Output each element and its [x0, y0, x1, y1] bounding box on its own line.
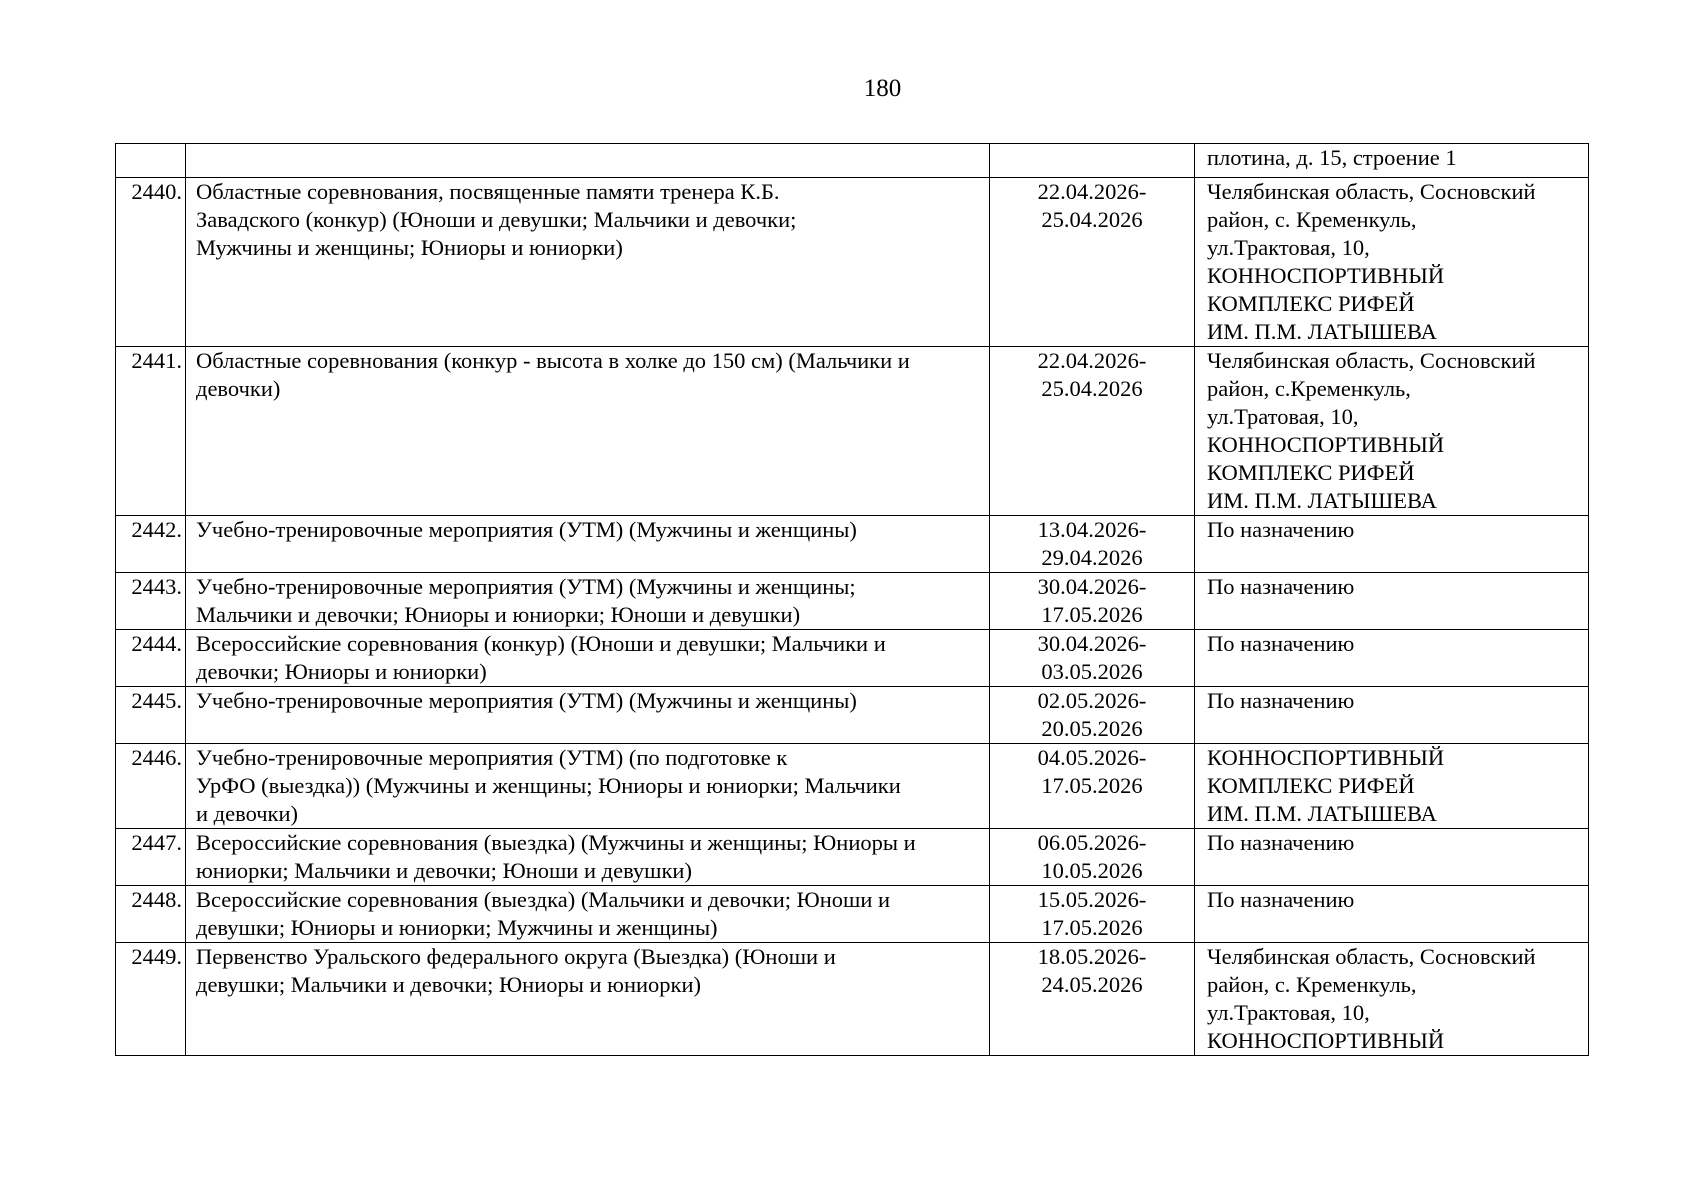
event-place-line: По назначению: [1207, 517, 1355, 542]
event-place-line: По назначению: [1207, 887, 1355, 912]
event-name: [186, 744, 990, 829]
event-name-line: девочки): [196, 376, 281, 401]
event-place: [1195, 516, 1589, 573]
event-name: [186, 886, 990, 943]
event-name-line: девушки; Мальчики и девочки; Юниоры и юниорки): [196, 972, 702, 997]
event-dates: [990, 943, 1195, 1056]
event-place-line: КОМПЛЕКС РИФЕЙ: [1207, 773, 1415, 798]
table-row: [116, 573, 1589, 630]
event-name: [186, 178, 990, 347]
event-name-line: Мужчины и женщины; Юниоры и юниорки): [196, 235, 623, 260]
row-number: 2446.: [116, 744, 186, 829]
event-place-line: Челябинская область, Сосновский: [1207, 179, 1536, 204]
event-name: [186, 144, 990, 178]
event-dates: [990, 886, 1195, 943]
event-name-line: Завадского (конкур) (Юноши и девушки; Мальчики и девочки;: [196, 207, 797, 232]
event-place-line: КОМПЛЕКС РИФЕЙ: [1207, 291, 1415, 316]
event-place-line: КОННОСПОРТИВНЫЙ: [1207, 745, 1445, 770]
row-number: 2441.: [116, 347, 186, 516]
event-date-line: 04.05.2026-: [1037, 745, 1147, 770]
event-date-line: 24.05.2026: [1041, 972, 1143, 997]
event-dates: [990, 744, 1195, 829]
event-place: [1195, 886, 1589, 943]
event-place: [1195, 178, 1589, 347]
event-place-line: КОННОСПОРТИВНЫЙ: [1207, 1028, 1445, 1053]
row-number: 2442.: [116, 516, 186, 573]
event-dates: [990, 573, 1195, 630]
event-name-line: Всероссийские соревнования (выездка) (Мальчики и девочки; Юноши и: [196, 887, 891, 912]
row-number: 2440.: [116, 178, 186, 347]
event-name: [186, 943, 990, 1056]
event-place: [1195, 943, 1589, 1056]
event-name-line: девушки; Юниоры и юниорки; Мужчины и женщины): [196, 915, 718, 940]
event-name-line: Учебно-тренировочные мероприятия (УТМ) (Мужчины и женщины): [196, 517, 857, 542]
event-place-line: КОННОСПОРТИВНЫЙ: [1207, 263, 1445, 288]
event-dates: [990, 687, 1195, 744]
event-dates: [990, 829, 1195, 886]
event-place-line: плотина, д. 15, строение 1: [1207, 145, 1457, 170]
event-name-line: УрФО (выездка)) (Мужчины и женщины; Юниоры и юниорки; Мальчики: [196, 773, 901, 798]
event-date-line: 17.05.2026: [1041, 602, 1143, 627]
event-name-line: юниорки; Мальчики и девочки; Юноши и девушки): [196, 858, 692, 883]
event-date-line: 30.04.2026-: [1037, 574, 1147, 599]
event-name: [186, 829, 990, 886]
event-place-line: ул.Тратовая, 10,: [1207, 404, 1359, 429]
event-place-line: ИМ. П.М. ЛАТЫШЕВА: [1207, 801, 1437, 826]
event-dates: [990, 516, 1195, 573]
event-place-line: По назначению: [1207, 688, 1355, 713]
event-place: [1195, 144, 1589, 178]
table-row: [116, 829, 1589, 886]
event-place: [1195, 687, 1589, 744]
event-name: [186, 630, 990, 687]
event-date-line: 22.04.2026-: [1037, 179, 1147, 204]
event-place: [1195, 829, 1589, 886]
event-name-line: Всероссийские соревнования (конкур) (Юноши и девушки; Мальчики и: [196, 631, 886, 656]
event-name-line: Мальчики и девочки; Юниоры и юниорки; Юноши и девушки): [196, 602, 801, 627]
event-place-line: КОМПЛЕКС РИФЕЙ: [1207, 460, 1415, 485]
table-row: [116, 144, 1589, 178]
event-place: [1195, 744, 1589, 829]
event-name: [186, 687, 990, 744]
event-place-line: По назначению: [1207, 830, 1355, 855]
row-number: 2443.: [116, 573, 186, 630]
row-number: 2448.: [116, 886, 186, 943]
event-date-line: 06.05.2026-: [1037, 830, 1147, 855]
event-date-line: 10.05.2026: [1041, 858, 1143, 883]
event-date-line: 29.04.2026: [1041, 545, 1143, 570]
table-row: [116, 886, 1589, 943]
table-row: [116, 687, 1589, 744]
event-place-line: ИМ. П.М. ЛАТЫШЕВА: [1207, 319, 1437, 344]
table-row: [116, 178, 1589, 347]
event-place-line: ул.Трактовая, 10,: [1207, 235, 1370, 260]
row-number: 2447.: [116, 829, 186, 886]
page-number: 180: [863, 75, 902, 102]
event-date-line: 17.05.2026: [1041, 773, 1143, 798]
event-date-line: 03.05.2026: [1041, 659, 1143, 684]
event-name-line: и девочки): [196, 801, 299, 826]
event-name-line: Первенство Уральского федерального округа (Выездка) (Юноши и: [196, 944, 836, 969]
table-row: [116, 516, 1589, 573]
event-name-line: Областные соревнования (конкур - высота в холке до 150 см) (Мальчики и: [196, 348, 910, 373]
table-row: [116, 630, 1589, 687]
event-date-line: 18.05.2026-: [1037, 944, 1147, 969]
event-name-line: Областные соревнования, посвященные памяти тренера К.Б.: [196, 179, 780, 204]
event-name-line: Учебно-тренировочные мероприятия (УТМ) (по подготовке к: [196, 745, 788, 770]
event-date-line: 30.04.2026-: [1037, 631, 1147, 656]
events-table: [115, 143, 1589, 1056]
event-date-line: 02.05.2026-: [1037, 688, 1147, 713]
event-dates: [990, 178, 1195, 347]
row-number: 2445.: [116, 687, 186, 744]
event-place-line: район, с. Кременкуль,: [1207, 207, 1417, 232]
event-name: [186, 573, 990, 630]
event-name-line: Учебно-тренировочные мероприятия (УТМ) (Мужчины и женщины): [196, 688, 857, 713]
event-place-line: ИМ. П.М. ЛАТЫШЕВА: [1207, 488, 1437, 513]
event-date-line: 15.05.2026-: [1037, 887, 1147, 912]
event-name-line: Учебно-тренировочные мероприятия (УТМ) (Мужчины и женщины;: [196, 574, 856, 599]
row-number: [116, 144, 186, 178]
event-place-line: Челябинская область, Сосновский: [1207, 944, 1536, 969]
event-name-line: Всероссийские соревнования (выездка) (Мужчины и женщины; Юниоры и: [196, 830, 916, 855]
event-place: [1195, 630, 1589, 687]
event-name: [186, 347, 990, 516]
event-date-line: 22.04.2026-: [1037, 348, 1147, 373]
event-place: [1195, 347, 1589, 516]
row-number: 2444.: [116, 630, 186, 687]
event-date-line: 13.04.2026-: [1037, 517, 1147, 542]
event-dates: [990, 347, 1195, 516]
event-place-line: КОННОСПОРТИВНЫЙ: [1207, 432, 1445, 457]
event-place-line: По назначению: [1207, 631, 1355, 656]
event-dates: [990, 630, 1195, 687]
event-date-line: 25.04.2026: [1041, 207, 1143, 232]
event-place-line: Челябинская область, Сосновский: [1207, 348, 1536, 373]
event-place-line: По назначению: [1207, 574, 1355, 599]
event-date-line: 17.05.2026: [1041, 915, 1143, 940]
event-place: [1195, 573, 1589, 630]
event-date-line: 25.04.2026: [1041, 376, 1143, 401]
table-row: [116, 347, 1589, 516]
row-number: 2449.: [116, 943, 186, 1056]
event-name: [186, 516, 990, 573]
event-place-line: район, с.Кременкуль,: [1207, 376, 1411, 401]
table-row: [116, 943, 1589, 1056]
event-place-line: ул.Трактовая, 10,: [1207, 1000, 1370, 1025]
event-dates: [990, 144, 1195, 178]
events-table-body: [116, 144, 1589, 1056]
event-date-line: 20.05.2026: [1041, 716, 1143, 741]
table-row: [116, 744, 1589, 829]
event-place-line: район, с. Кременкуль,: [1207, 972, 1417, 997]
event-name-line: девочки; Юниоры и юниорки): [196, 659, 487, 684]
